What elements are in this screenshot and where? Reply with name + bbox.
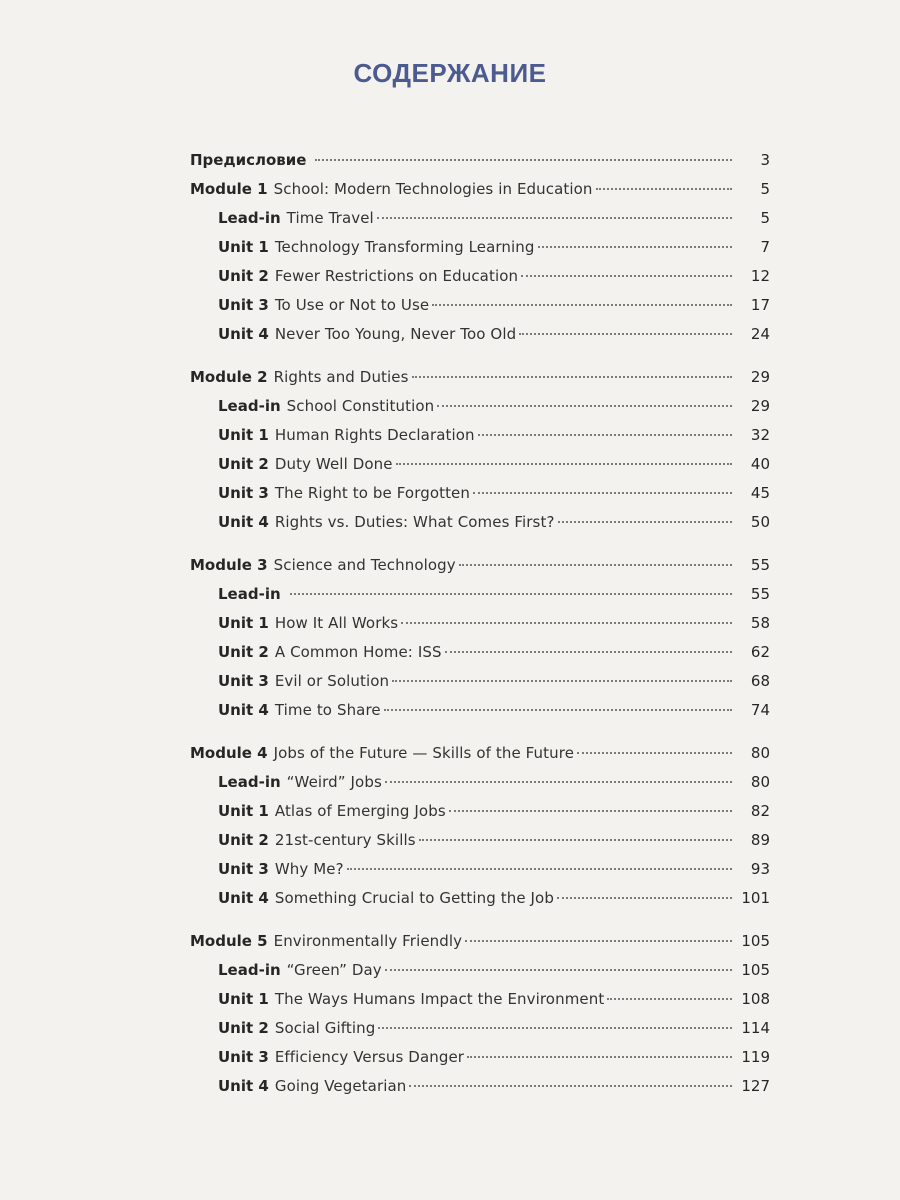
toc-entry-title: Technology Transforming Learning [274,238,535,256]
toc-entry-label: Unit 4 [218,1077,269,1095]
toc-entry [190,146,770,175]
toc-entry-label: Module 4 [190,744,268,762]
dot-leader [473,492,732,494]
toc-entry [190,696,770,725]
toc-entry-page-number: 74 [750,701,770,719]
toc-entry-page-number: 3 [760,151,770,169]
toc-entry-page-number: 50 [750,513,770,531]
toc-entry-label: Lead-in [218,773,281,791]
toc-entry-label: Module 3 [190,556,268,574]
dot-leader [378,1027,732,1029]
toc-entry-page-number: 55 [750,556,770,574]
toc-entry-page-number: 80 [750,773,770,791]
dot-leader [467,1056,732,1058]
toc-entry-page-number: 82 [750,802,770,820]
dot-leader [445,651,732,653]
toc-entry-title: How It All Works [274,614,399,632]
dot-leader [377,217,732,219]
toc-entry-label: Unit 3 [218,484,269,502]
toc-entry [190,768,770,797]
toc-entry-title: Duty Well Done [274,455,393,473]
toc-entry [190,392,770,421]
dot-leader [396,463,732,465]
toc-entry-label: Unit 2 [218,643,269,661]
toc-entry [190,956,770,985]
toc-entry-page-number: 29 [750,368,770,386]
toc-entry-label: Lead-in [218,585,281,603]
toc-entry [190,927,770,956]
toc-entry-title: Why Me? [274,860,344,878]
dot-leader [401,622,732,624]
toc-entry-title: Jobs of the Future — Skills of the Future [273,744,575,762]
toc-entry-label: Unit 2 [218,831,269,849]
dot-leader [519,333,732,335]
toc-entry-label: Unit 2 [218,455,269,473]
toc-entry-title: Environmentally Friendly [273,932,463,950]
toc-entry-page-number: 5 [760,180,770,198]
toc-entry-page-number: 105 [741,932,770,950]
toc-entry-title: Time Travel [286,209,374,227]
dot-leader [419,839,732,841]
toc-entry-title: Rights vs. Duties: What Comes First? [274,513,555,531]
toc-entry-label: Unit 4 [218,701,269,719]
toc-entry-title: The Ways Humans Impact the Environment [274,990,605,1008]
toc-entry-label: Module 5 [190,932,268,950]
toc-entry-page-number: 17 [750,296,770,314]
toc-entry-page-number: 93 [750,860,770,878]
toc-entry-page-number: 80 [750,744,770,762]
toc-entry-label: Unit 1 [218,426,269,444]
toc-entry [190,233,770,262]
toc-entry-title: School Constitution [286,397,435,415]
toc-entry-page-number: 40 [750,455,770,473]
dot-leader [577,752,732,754]
toc-entry-page-number: 89 [750,831,770,849]
toc-entry-label: Lead-in [218,961,281,979]
dot-leader [432,304,732,306]
toc-entry-title: Science and Technology [273,556,456,574]
toc-entry-title: Evil or Solution [274,672,390,690]
toc-entry [190,291,770,320]
toc-entry-page-number: 108 [741,990,770,1008]
toc-entry-title: Rights and Duties [273,368,409,386]
toc-entry-page-number: 68 [750,672,770,690]
dot-leader [465,940,732,942]
toc-entry [190,739,770,768]
dot-leader [385,969,732,971]
dot-leader [459,564,732,566]
dot-leader [478,434,732,436]
toc-entry-page-number: 5 [760,209,770,227]
toc-entry [190,320,770,349]
toc-entry-title: “Weird” Jobs [286,773,382,791]
toc-entry-label: Module 2 [190,368,268,386]
dot-leader [596,188,732,190]
toc-entry-page-number: 58 [750,614,770,632]
toc-entry-label: Unit 4 [218,889,269,907]
toc-entry-title: Something Crucial to Getting the Job [274,889,554,907]
toc-entry [190,551,770,580]
dot-leader [412,376,732,378]
dot-leader [392,680,732,682]
toc-entry-page-number: 105 [741,961,770,979]
toc-entry [190,667,770,696]
toc-entry [190,363,770,392]
toc-entry-page-number: 55 [750,585,770,603]
toc-entry-title: Going Vegetarian [274,1077,407,1095]
toc-entry [190,421,770,450]
dot-leader [521,275,732,277]
toc-entry-label: Предисловие [190,151,307,169]
toc-entry [190,204,770,233]
toc-entry-page-number: 101 [741,889,770,907]
dot-leader [607,998,732,1000]
toc-entry [190,580,770,609]
toc-entry-title: The Right to be Forgotten [274,484,470,502]
toc-entry-title: School: Modern Technologies in Education [273,180,593,198]
dot-leader [384,709,732,711]
toc-entry-label: Unit 3 [218,672,269,690]
toc-entry [190,826,770,855]
toc-entry-title: Time to Share [274,701,381,719]
toc-entry [190,175,770,204]
toc-entry [190,797,770,826]
toc-entry-label: Unit 1 [218,238,269,256]
toc-entry-label: Unit 3 [218,1048,269,1066]
toc-entry-title: Atlas of Emerging Jobs [274,802,446,820]
toc-entry-label: Unit 2 [218,1019,269,1037]
toc-entry [190,884,770,913]
dot-leader [385,781,732,783]
toc-entry-label: Unit 4 [218,325,269,343]
toc-entry-label: Unit 3 [218,296,269,314]
toc-entry-page-number: 119 [741,1048,770,1066]
toc-entry-title: 21st-century Skills [274,831,416,849]
toc-entry-page-number: 12 [750,267,770,285]
toc-entry-title: Never Too Young, Never Too Old [274,325,517,343]
toc-entry-title: “Green” Day [286,961,382,979]
toc-entry-page-number: 62 [750,643,770,661]
toc-entry [190,1072,770,1101]
dot-leader [409,1085,732,1087]
toc-entry [190,450,770,479]
toc-entry-page-number: 32 [750,426,770,444]
toc-entry-label: Unit 1 [218,990,269,1008]
toc-entry-page-number: 29 [750,397,770,415]
toc-entry-label: Lead-in [218,397,281,415]
dot-leader [449,810,732,812]
toc-entry-title: Efficiency Versus Danger [274,1048,465,1066]
toc-entry-label: Unit 3 [218,860,269,878]
toc-entry-page-number: 24 [750,325,770,343]
toc-entry-title: Fewer Restrictions on Education [274,267,519,285]
dot-leader [538,246,732,248]
toc-entry [190,638,770,667]
toc-entry [190,262,770,291]
page-title: СОДЕРЖАНИЕ [353,58,547,88]
toc-entry-title: A Common Home: ISS [274,643,442,661]
dot-leader [557,897,732,899]
toc-entry-title: Human Rights Declaration [274,426,475,444]
toc-entry-page-number: 127 [741,1077,770,1095]
toc-entry [190,508,770,537]
toc-entry-page-number: 114 [741,1019,770,1037]
toc-entry-label: Lead-in [218,209,281,227]
toc-entry-label: Module 1 [190,180,268,198]
toc-entry-title: Social Gifting [274,1019,376,1037]
toc-entry [190,855,770,884]
dot-leader [290,593,732,595]
toc-entry [190,1014,770,1043]
toc-entry-label: Unit 1 [218,614,269,632]
toc-entry-page-number: 45 [750,484,770,502]
toc-entry [190,985,770,1014]
toc-entry-page-number: 7 [760,238,770,256]
dot-leader [347,868,732,870]
dot-leader [558,521,732,523]
dot-leader [315,159,732,161]
toc-entry-label: Unit 4 [218,513,269,531]
toc-entry [190,1043,770,1072]
dot-leader [437,405,732,407]
toc-entry [190,609,770,638]
toc-entry-label: Unit 2 [218,267,269,285]
table-of-contents [190,146,770,1101]
toc-entry-title: To Use or Not to Use [274,296,430,314]
toc-entry-label: Unit 1 [218,802,269,820]
toc-entry [190,479,770,508]
